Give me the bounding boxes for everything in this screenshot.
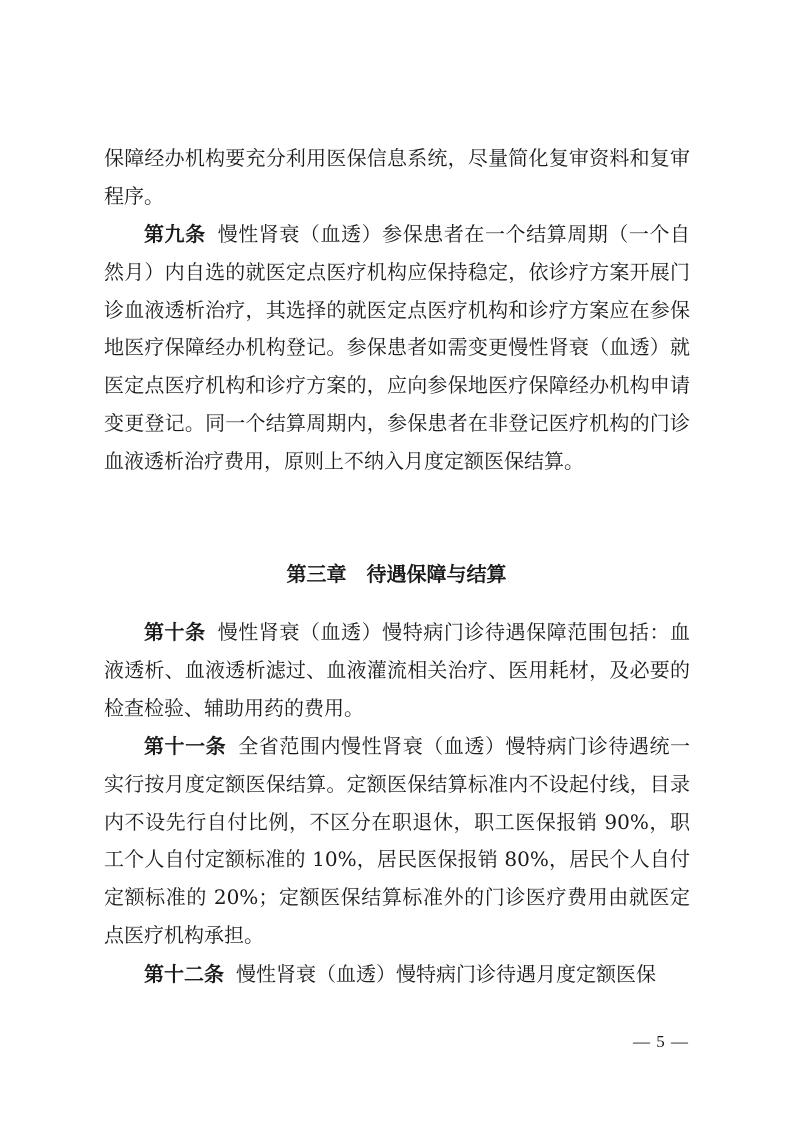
article-11-text: 全省范围内慢性肾衰（血透）慢特病门诊待遇统一实行按月度定额医保结算。定额医保结算标准内不设起付线，目录内不设先行自付比例，不区分在职退休，职工医保报销 90%，职工个人自付定额标准的 10%，居民医保报销 80%，居民个人自付定额标准的 20%；定额医保结算标准外的门诊医疗费用由就医定点医疗机构承担。 <box>104 734 691 947</box>
article-9-text: 慢性肾衰（血透）参保患者在一个结算周期（一个自然月）内自选的就医定点医疗机构应保持稳定，依诊疗方案开展门诊血液透析治疗，其选择的就医定点医疗机构和诊疗方案应在参保地医疗保障经办机构登记。参保患者如需变更慢性肾衰（血透）就医定点医疗机构和诊疗方案的，应向参保地医疗保障经办机构申请变更登记。同一个结算周期内，参保患者在非登记医疗机构的门诊血液透析治疗费用，原则上不纳入月度定额医保结算。 <box>104 222 691 473</box>
article-10-text: 慢性肾衰（血透）慢特病门诊待遇保障范围包括：血液透析、血液透析滤过、血液灌流相关治疗、医用耗材，及必要的检查检验、辅助用药的费用。 <box>104 620 691 720</box>
article-11-label: 第十一条 <box>144 734 227 758</box>
article-11 <box>104 728 690 955</box>
chapter-title: 第三章 待遇保障与结算 <box>286 562 507 586</box>
article-10-label: 第十条 <box>144 620 206 644</box>
article-9-label: 第九条 <box>144 222 206 246</box>
article-12-text: 慢性肾衰（血透）慢特病门诊待遇月度定额医保 <box>236 962 656 986</box>
paragraph-continuation <box>104 140 690 216</box>
article-10 <box>104 614 690 727</box>
paragraph-text: 保障经办机构要充分利用医保信息系统，尽量简化复审资料和复审程序。 <box>104 146 690 208</box>
page-number: — 5 — <box>633 1032 689 1051</box>
article-12 <box>104 956 690 994</box>
article-12-label: 第十二条 <box>144 962 224 986</box>
article-9 <box>104 216 690 481</box>
